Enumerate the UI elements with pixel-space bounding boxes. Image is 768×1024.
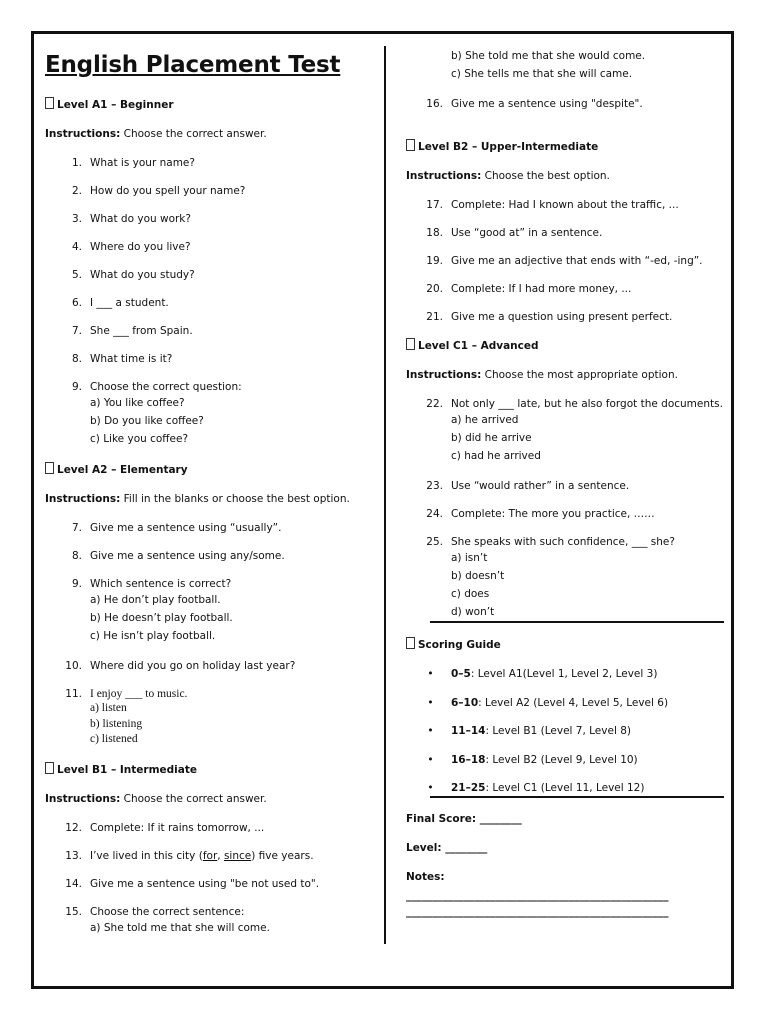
notes-line: __________________________________________________ <box>406 906 669 918</box>
question-b1-14: 14. Give me a sentence using "be not used to". <box>65 877 320 890</box>
checkbox-icon <box>406 139 415 151</box>
level-b2-heading: Level B2 – Upper-Intermediate <box>406 139 724 154</box>
final-score-field: Final Score: ________ <box>406 813 522 825</box>
question-c1-24: 24. Complete: The more you practice, …… <box>426 508 655 520</box>
question-b1-13: 13. I’ve lived in this city (for, since) five years. <box>65 849 314 862</box>
level-b1-heading: Level B1 – Intermediate <box>45 762 378 777</box>
question-a1-4: 4. Where do you live? <box>71 241 191 253</box>
question-b1-15: 15. Choose the correct sentence: a) She told me that she will come. <box>45 905 378 937</box>
checkbox-icon <box>406 338 415 350</box>
option: a) He don’t play football. <box>90 594 221 606</box>
scoring-item: • 16–18: Level B2 (Level 9, Level 10) <box>406 753 724 767</box>
question-a2-10: 10. Where did you go on holiday last year? <box>65 660 296 672</box>
scoring-item: • 6–10: Level A2 (Level 4, Level 5, Level 6) <box>406 696 724 710</box>
scoring-heading: Scoring Guide <box>406 637 724 652</box>
option: b) did he arrive <box>451 432 532 444</box>
question-b1-16: 16. Give me a sentence using "despite". <box>426 98 643 110</box>
checkbox-icon <box>45 462 54 474</box>
checkbox-icon <box>45 762 54 774</box>
question-a2-11: 11. I enjoy ___ to music. a) listen b) listening c) listened <box>45 687 378 748</box>
left-column <box>45 50 378 951</box>
option: b) doesn’t <box>451 570 505 582</box>
checkbox-icon <box>406 637 415 649</box>
option: b) She told me that she would come. <box>451 50 646 62</box>
column-divider <box>384 46 386 944</box>
question-a1-1: 1. What is your name? <box>71 157 195 169</box>
bullet-icon: • <box>427 668 434 680</box>
question-b2-20: 20. Complete: If I had more money, ... <box>426 283 632 295</box>
question-a1-7: 7. She ___ from Spain. <box>71 325 193 337</box>
option: a) She told me that she will come. <box>90 921 270 934</box>
question-b2-19: 19. Give me an adjective that ends with “-ed, -ing”. <box>426 255 703 267</box>
question-c1-25: 25. She speaks with such confidence, ___ she? a) isn’t b) doesn’t c) does d) won’t <box>406 535 724 621</box>
option: c) She tells me that she will came. <box>451 68 633 80</box>
notes-label: Notes: <box>406 871 445 883</box>
question-a1-3: 3. What do you work? <box>71 213 191 225</box>
level-b1-instructions: Instructions: Choose the correct answer. <box>45 792 267 805</box>
scoring-item: • 11–14: Level B1 (Level 7, Level 8) <box>406 724 724 738</box>
page-title: English Placement Test <box>45 52 341 78</box>
notes-line: __________________________________________________ <box>406 890 669 902</box>
option: c) Like you coffee? <box>90 433 189 445</box>
level-a2-heading: Level A2 – Elementary <box>45 462 378 477</box>
level-b2-instructions: Instructions: Choose the best option. <box>406 170 610 182</box>
section-divider <box>430 796 724 798</box>
option: c) does <box>451 588 490 600</box>
question-a2-9: 9. Which sentence is correct? a) He don’t play football. b) He doesn’t play football. c) He isn’t play football. <box>45 577 378 645</box>
question-b1-12: 12. Complete: If it rains tomorrow, ... <box>65 821 265 834</box>
question-b2-18: 18. Use “good at” in a sentence. <box>426 227 603 239</box>
level-field: Level: ________ <box>406 842 488 854</box>
option: c) listened <box>90 733 138 745</box>
checkbox-icon <box>45 97 54 109</box>
level-c1-heading: Level C1 – Advanced <box>406 338 724 353</box>
option: b) listening <box>90 717 143 730</box>
level-a1-instructions: Instructions: Choose the correct answer. <box>45 128 267 140</box>
option: a) listen <box>90 702 127 714</box>
question-c1-22: 22. Not only ___ late, but he also forgot the documents. a) he arrived b) did he arrive c) had he arrived <box>406 397 724 465</box>
bullet-icon: • <box>427 753 434 766</box>
option: c) He isn’t play football. <box>90 630 216 642</box>
question-a1-2: 2. How do you spell your name? <box>71 185 246 197</box>
question-c1-23: 23. Use “would rather” in a sentence. <box>426 480 630 492</box>
option: c) had he arrived <box>451 450 541 462</box>
option: b) Do you like coffee? <box>90 415 204 427</box>
level-c1-instructions: Instructions: Choose the most appropriate option. <box>406 369 678 381</box>
level-a1-heading: Level A1 – Beginner <box>45 97 378 112</box>
bullet-icon: • <box>427 696 434 709</box>
bullet-icon: • <box>427 782 434 794</box>
question-a1-5: 5. What do you study? <box>71 269 195 281</box>
question-a1-6: 6. I ___ a student. <box>71 297 169 309</box>
scoring-item: • 21–25: Level C1 (Level 11, Level 12) <box>406 781 724 795</box>
notes-lines <box>406 888 722 920</box>
option: a) isn’t <box>451 552 488 564</box>
question-b2-17: 17. Complete: Had I known about the traffic, ... <box>426 199 679 211</box>
option: a) You like coffee? <box>90 397 185 409</box>
section-divider <box>430 621 724 623</box>
question-b2-21: 21. Give me a question using present perfect. <box>426 311 673 323</box>
option: a) he arrived <box>451 414 519 426</box>
question-a2-7: 7. Give me a sentence using “usually”. <box>71 522 282 534</box>
level-a2-instructions: Instructions: Fill in the blanks or choose the best option. <box>45 493 350 505</box>
question-a2-8: 8. Give me a sentence using any/some. <box>71 550 285 562</box>
option: b) He doesn’t play football. <box>90 612 233 624</box>
scoring-item: • 0–5: Level A1(Level 1, Level 2, Level 3) <box>406 667 724 681</box>
question-a1-9: 9. Choose the correct question: a) You like coffee? b) Do you like coffee? c) Like you coffee? <box>45 380 378 448</box>
bullet-icon: • <box>427 725 434 737</box>
right-column <box>406 47 724 920</box>
question-a1-8: 8. What time is it? <box>71 353 173 365</box>
question-b1-15-continued <box>406 47 724 83</box>
option: d) won’t <box>451 606 495 618</box>
